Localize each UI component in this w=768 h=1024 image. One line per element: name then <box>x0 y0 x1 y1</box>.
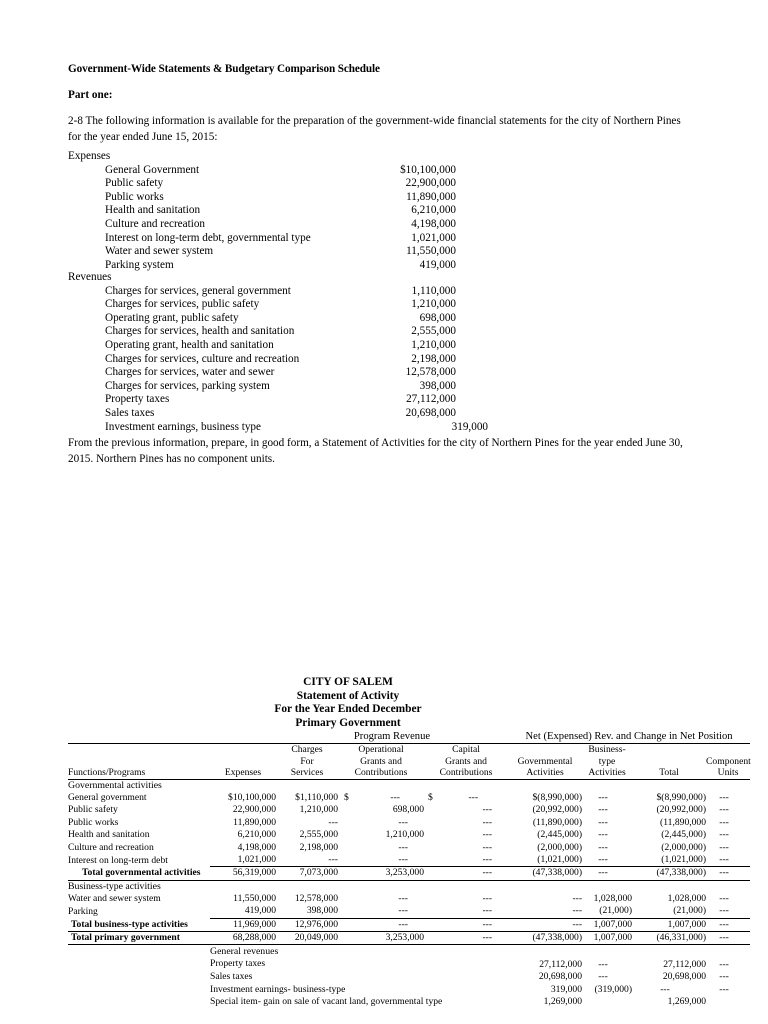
list-item <box>68 393 488 407</box>
col-header-op_grants: Operational <box>358 744 404 756</box>
list-item <box>68 353 488 367</box>
item-amount: 11,550,000 <box>406 245 456 258</box>
cell-op-grants: 698,000 <box>392 804 424 816</box>
general-revenues-header-row <box>68 945 750 959</box>
section-label-row <box>68 779 750 792</box>
statement-titles <box>68 676 628 730</box>
row-label: Property taxes <box>210 958 266 970</box>
statement-scope: Primary Government <box>295 716 401 729</box>
table-row <box>68 842 750 854</box>
item-amount: 698,000 <box>419 311 456 324</box>
cell-business: --- <box>598 791 608 803</box>
item-amount: $10,100,000 <box>400 163 456 176</box>
closing-paragraph: From the previous information, prepare, in good form, a Statement of Activities for the city of Northern Pines for the year ended June 30, 2015. Northern Pines has no component units. <box>68 437 683 465</box>
list-item <box>68 421 488 435</box>
list-item <box>68 366 488 380</box>
cell-business: --- <box>598 829 608 841</box>
list-item <box>68 325 488 339</box>
cell-expenses: 1,021,000 <box>210 854 276 867</box>
item-amount: 1,021,000 <box>411 231 456 244</box>
cell-component: --- <box>706 932 750 945</box>
item-label: Culture and recreation <box>105 217 206 230</box>
table-row <box>68 817 750 829</box>
cell-component: --- <box>719 971 729 983</box>
cell-governmental: 27,112,000 <box>539 958 583 970</box>
item-label: Charges for services, health and sanitation <box>105 325 295 338</box>
cell-business: --- <box>582 867 632 880</box>
governmental-total-row <box>68 867 750 880</box>
table-row <box>68 971 750 984</box>
cell-governmental: (2,000,000) <box>537 841 583 853</box>
table-row <box>68 829 750 841</box>
cell-business: --- <box>598 841 608 853</box>
governmental-activities-label: Governmental activities <box>68 779 162 791</box>
cell-charges: 12,578,000 <box>294 892 338 904</box>
row-label: Interest on long-term debt <box>68 854 168 866</box>
cell-business: --- <box>582 854 632 867</box>
list-item <box>68 407 488 421</box>
cell-governmental: (11,890,000) <box>532 816 583 828</box>
row-label: Investment earnings- business-type <box>210 983 346 995</box>
cell-business: --- <box>598 958 608 970</box>
col-header-expenses <box>210 756 276 767</box>
cell-business: (21,000) <box>582 905 632 918</box>
cell-business: --- <box>598 816 608 828</box>
cell-charges: --- <box>276 854 338 867</box>
cell-cap-grants: --- <box>482 816 493 828</box>
column-header-row <box>68 756 750 767</box>
cell-component: --- <box>719 841 729 853</box>
row-label: Water and sewer system <box>68 892 161 904</box>
col-header-governmental <box>508 744 582 756</box>
table-row <box>68 854 750 867</box>
cell-component: --- <box>719 958 729 970</box>
cell-cap-grants: --- <box>482 841 493 853</box>
expenses-block <box>68 150 488 272</box>
col-header-total: Total <box>632 767 706 780</box>
row-label: Public safety <box>68 804 118 816</box>
cell-cap-grants: --- <box>482 892 493 904</box>
item-amount: 2,555,000 <box>411 325 456 338</box>
table-row <box>68 905 750 918</box>
col-header-op_grants: Grants and <box>360 755 402 767</box>
cell-governmental: --- <box>508 918 582 931</box>
row-label: Sales taxes <box>210 971 253 983</box>
cell-charges: 2,198,000 <box>299 841 338 853</box>
spacer-cell <box>68 971 210 984</box>
expenses-heading: Expenses <box>68 150 111 162</box>
cell-total: 1,269,000 <box>667 996 707 1008</box>
statement-period: For the Year Ended December <box>274 703 422 716</box>
col-header-expenses: Expenses <box>210 767 276 780</box>
cell-business: (319,000) <box>594 983 633 995</box>
business-total-row <box>68 918 750 931</box>
list-item <box>68 218 488 232</box>
cell-op-grants: 3,253,000 <box>338 867 424 880</box>
col-header-functions: Functions/Programs <box>68 767 210 780</box>
cell-governmental: --- <box>572 892 583 904</box>
item-amount: 1,210,000 <box>411 338 456 351</box>
item-label: Operating grant, public safety <box>105 311 239 324</box>
item-label: Interest on long-term debt, governmental type <box>105 231 311 244</box>
item-label: Public safety <box>105 177 164 190</box>
col-header-functions <box>68 756 210 767</box>
spacer-cell <box>68 730 276 744</box>
cell-expenses: 22,900,000 <box>232 804 276 816</box>
item-amount: 4,198,000 <box>411 217 456 230</box>
net-expense-header: Net (Expensed) Rev. and Change in Net Position <box>508 730 750 744</box>
spacer-cell <box>68 984 210 997</box>
list-item <box>68 177 488 191</box>
spacer-cell <box>68 958 210 971</box>
row-label: Total governmental activities <box>68 867 210 880</box>
col-header-charges: For <box>300 755 314 767</box>
col-header-cap_grants: Grants and <box>445 755 487 767</box>
cell-op-grants: --- <box>338 854 424 867</box>
col-header-component: Units <box>706 767 750 780</box>
table-row <box>68 804 750 816</box>
cell-component <box>706 996 750 1009</box>
item-label: Charges for services, water and sewer <box>105 366 275 379</box>
cell-governmental: $(8,990,000) <box>532 791 583 803</box>
cell-business: 1,028,000 <box>593 892 633 904</box>
business-activities-label: Business-type activities <box>68 880 161 892</box>
row-label: Health and sanitation <box>68 829 150 841</box>
row-label: Public works <box>68 816 119 828</box>
item-label: Investment earnings, business type <box>105 420 261 433</box>
list-item <box>68 285 488 299</box>
cell-expenses: 419,000 <box>210 905 276 918</box>
cell-charges: 2,555,000 <box>299 829 338 841</box>
item-amount: 1,210,000 <box>411 298 456 311</box>
list-item <box>68 191 488 205</box>
row-label: General government <box>68 791 147 803</box>
item-label: Charges for services, culture and recreation <box>105 352 300 365</box>
cell-charges: --- <box>328 816 338 828</box>
cell-governmental: (1,021,000) <box>508 854 582 867</box>
cell-total: --- <box>660 983 670 995</box>
expenses-list <box>68 164 488 273</box>
cell-op-grants: --- <box>398 892 408 904</box>
row-label: Parking <box>68 905 98 917</box>
cell-total: (2,000,000) <box>661 841 707 853</box>
item-label: Charges for services, public safety <box>105 298 260 311</box>
revenues-block <box>68 271 488 434</box>
cell-op-grants: --- <box>338 905 424 918</box>
cell-business: 1,007,000 <box>582 918 632 931</box>
cell-cap-grants: --- <box>424 854 508 867</box>
cell-expenses: 6,210,000 <box>237 829 276 841</box>
cell-charges: 12,976,000 <box>276 918 338 931</box>
spacer-cell <box>68 945 210 959</box>
table-row <box>68 792 750 804</box>
cell-cap-grants: --- <box>424 905 508 918</box>
table-row <box>68 893 750 905</box>
cell-expenses: 68,288,000 <box>210 932 276 945</box>
cell-business: --- <box>598 804 608 816</box>
cell-governmental: 319,000 <box>550 983 583 995</box>
cell-cap-grants: $ --- <box>428 791 479 803</box>
cell-op-grants: 1,210,000 <box>385 829 424 841</box>
cell-charges: 7,073,000 <box>276 867 338 880</box>
col-header-governmental: Activities <box>508 767 582 780</box>
cell-business: --- <box>598 971 608 983</box>
revenues-list <box>68 285 488 435</box>
cell-expenses: $10,100,000 <box>228 791 276 803</box>
item-label: Water and sewer system <box>105 245 214 258</box>
document-header-block <box>68 62 696 159</box>
cell-business <box>582 996 632 1009</box>
cell-expenses: 11,890,000 <box>233 816 276 828</box>
cell-charges: $1,110,000 <box>295 791 338 803</box>
list-item <box>68 339 488 353</box>
cell-total: (2,445,000) <box>661 829 707 841</box>
primary-total-row <box>68 932 750 945</box>
cell-total: 20,698,000 <box>662 971 707 983</box>
list-item <box>68 232 488 246</box>
col-header-governmental: Governmental <box>517 755 573 767</box>
cell-charges: 398,000 <box>276 905 338 918</box>
column-header-row <box>68 767 750 780</box>
cell-governmental: (2,445,000) <box>537 829 583 841</box>
cell-component: --- <box>719 983 729 995</box>
col-header-cap_grants: Contributions <box>424 767 508 780</box>
cell-op-grants: --- <box>398 841 408 853</box>
col-header-charges: Services <box>276 767 338 780</box>
row-label: Total primary government <box>68 932 210 945</box>
column-header-row <box>68 744 750 756</box>
col-header-business: Activities <box>582 767 632 780</box>
cell-op-grants: --- <box>338 918 424 931</box>
table-row <box>68 958 750 971</box>
item-label: Sales taxes <box>105 406 155 419</box>
page-title: Government-Wide Statements & Budgetary Comparison Schedule <box>68 63 380 75</box>
item-label: Health and sanitation <box>105 204 201 217</box>
list-item <box>68 298 488 312</box>
item-label: Property taxes <box>105 393 170 406</box>
item-amount: 22,900,000 <box>405 177 456 190</box>
cell-governmental: 1,269,000 <box>543 996 583 1008</box>
cell-charges: 1,210,000 <box>299 804 338 816</box>
cell-total: (20,992,000) <box>656 804 707 816</box>
col-header-functions <box>68 744 210 756</box>
revenues-heading: Revenues <box>68 271 112 283</box>
item-amount: 11,890,000 <box>406 190 456 203</box>
cell-expenses: 4,198,000 <box>237 841 276 853</box>
cell-total: $(8,990,000) <box>656 791 707 803</box>
cell-component: --- <box>706 905 750 918</box>
cell-total: (1,021,000) <box>632 854 706 867</box>
list-item <box>68 312 488 326</box>
activity-table <box>68 730 750 1008</box>
cell-expenses: 11,550,000 <box>233 892 276 904</box>
table-row <box>68 984 750 997</box>
statement-title: Statement of Activity <box>296 689 400 702</box>
col-header-charges: Charges <box>291 744 323 756</box>
col-header-business: Business- <box>588 744 626 756</box>
statement-of-activity <box>68 676 751 1009</box>
cell-component: --- <box>719 804 729 816</box>
list-item <box>68 380 488 394</box>
program-revenue-header: Program Revenue <box>276 730 508 744</box>
cell-total: (11,890,000 <box>660 816 707 828</box>
col-header-business: type <box>598 755 616 767</box>
col-header-component: Component <box>706 755 751 767</box>
item-label: Operating grant, health and sanitation <box>105 338 274 351</box>
col-header-cap_grants: Capital <box>452 744 480 756</box>
row-label: Special item- gain on sale of vacant land, governmental type <box>210 996 443 1008</box>
cell-governmental: (47,338,000) <box>508 932 582 945</box>
item-amount: 398,000 <box>419 379 456 392</box>
cell-expenses: 56,319,000 <box>210 867 276 880</box>
cell-governmental: 20,698,000 <box>538 971 583 983</box>
item-amount: 20,698,000 <box>405 406 456 419</box>
cell-component: --- <box>719 892 729 904</box>
cell-total: (47,338,000) <box>632 867 706 880</box>
col-header-total <box>632 744 706 756</box>
col-header-total <box>632 756 706 767</box>
cell-op-grants: $ --- <box>344 791 400 803</box>
item-label: Charges for services, general government <box>105 284 291 297</box>
cell-component: --- <box>706 854 750 867</box>
col-header-op_grants: Contributions <box>338 767 424 780</box>
cell-total: (46,331,000) <box>632 932 706 945</box>
row-label: Total business-type activities <box>68 918 210 931</box>
item-amount: 2,198,000 <box>411 352 456 365</box>
table-row <box>68 996 750 1009</box>
col-header-component <box>706 744 750 756</box>
cell-total: 1,007,000 <box>632 918 706 931</box>
cell-op-grants: 3,253,000 <box>338 932 424 945</box>
col-header-expenses <box>210 744 276 756</box>
list-item <box>68 204 488 218</box>
intro-paragraph: 2-8 The following information is available for the preparation of the government-wide financial statements for the city of Northern Pines for the year ended June 15, 2015: <box>68 115 681 143</box>
group-header-row <box>68 730 750 744</box>
cell-op-grants: --- <box>398 816 408 828</box>
item-amount: 419,000 <box>419 258 456 271</box>
spacer-cell <box>68 996 210 1009</box>
general-revenues-label: General revenues <box>210 946 279 958</box>
part-label: Part one: <box>68 89 113 101</box>
cell-total: 27,112,000 <box>663 958 707 970</box>
cell-cap-grants: --- <box>482 829 493 841</box>
cell-governmental: (20,992,000) <box>532 804 583 816</box>
cell-governmental: --- <box>508 905 582 918</box>
item-amount: 27,112,000 <box>406 393 456 406</box>
item-amount: 319,000 <box>451 420 488 433</box>
cell-cap-grants: --- <box>482 804 493 816</box>
cell-cap-grants: --- <box>424 932 508 945</box>
cell-component: --- <box>706 918 750 931</box>
item-amount: 1,110,000 <box>411 284 456 297</box>
cell-component: --- <box>719 816 729 828</box>
cell-component: --- <box>706 867 750 880</box>
list-item <box>68 164 488 178</box>
cell-component: --- <box>719 829 729 841</box>
section-label-row <box>68 880 750 893</box>
cell-expenses: 11,969,000 <box>210 918 276 931</box>
cell-charges: 20,049,000 <box>276 932 338 945</box>
item-amount: 6,210,000 <box>411 204 456 217</box>
item-label: Parking system <box>105 258 174 271</box>
cell-component: --- <box>719 791 729 803</box>
cell-business: 1,007,000 <box>582 932 632 945</box>
item-amount: 12,578,000 <box>405 366 456 379</box>
cell-cap-grants: --- <box>424 867 508 880</box>
cell-cap-grants: --- <box>424 918 508 931</box>
item-label: Charges for services, parking system <box>105 379 270 392</box>
row-label: Culture and recreation <box>68 841 154 853</box>
item-label: General Government <box>105 163 200 176</box>
list-item <box>68 245 488 259</box>
statement-entity: CITY OF SALEM <box>303 676 393 688</box>
item-label: Public works <box>105 190 164 203</box>
cell-total: (21,000) <box>632 905 706 918</box>
cell-total: 1,028,000 <box>667 892 707 904</box>
cell-governmental: (47,338,000) <box>508 867 582 880</box>
